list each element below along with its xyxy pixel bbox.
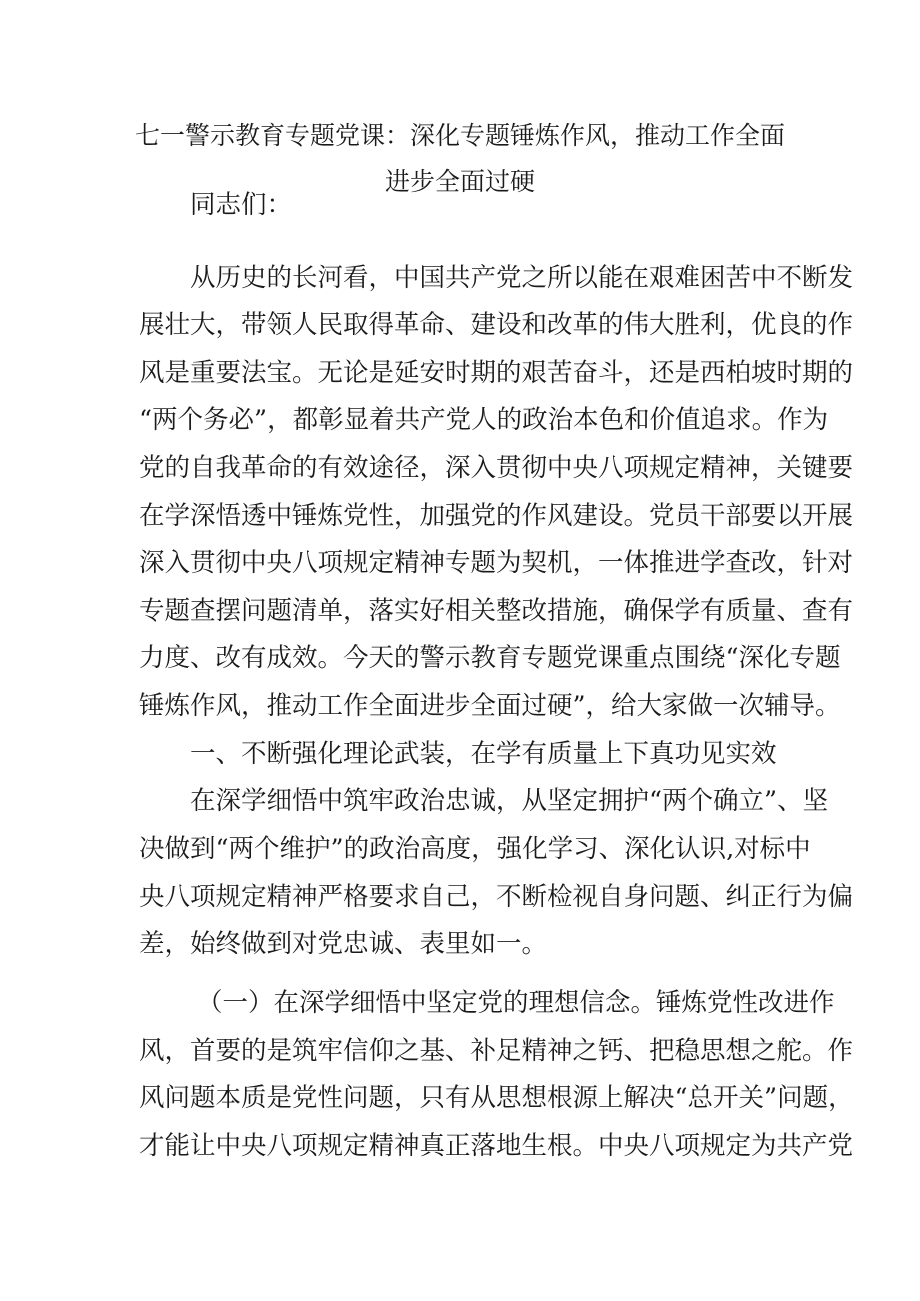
body-line: 锤炼作风，推动工作全面进步全面过硬”，给大家做一次辅导。 bbox=[139, 691, 841, 721]
body-line: 力度、改有成效。今天的警示教育专题党课重点围绕“深化专题 bbox=[139, 643, 841, 673]
body-line: 在深学细悟中筑牢政治忠诚，从坚定拥护“两个确立”、坚 bbox=[190, 786, 829, 816]
body-line: 深入贯彻中央八项规定精神专题为契机，一体推进学查改，针对 bbox=[139, 548, 854, 578]
body-line: 风是重要法宝。无论是延安时期的艰苦奋斗，还是西柏坡时期的 bbox=[139, 358, 854, 388]
section-heading: 一、不断强化理论武装，在学有质量上下真功见实效 bbox=[190, 739, 777, 769]
body-line: 风问题本质是党性问题，只有从思想根源上解决“总开关”问题， bbox=[139, 1083, 854, 1113]
body-line: 从历史的长河看，中国共产党之所以能在艰难困苦中不断发 bbox=[190, 263, 854, 293]
body-line: 才能让中央八项规定精神真正落地生根。中央八项规定为共产党 bbox=[139, 1131, 854, 1161]
body-line: 专题查摆问题清单，落实好相关整改措施，确保学有质量、查有 bbox=[139, 596, 854, 626]
body-line: 党的自我革命的有效途径，深入贯彻中央八项规定精神，关键要 bbox=[139, 453, 854, 483]
body-line: 展壮大，带领人民取得革命、建设和改革的伟大胜利，优良的作 bbox=[139, 310, 854, 340]
salutation: 同志们： bbox=[190, 190, 293, 220]
subsection-heading-line: （一）在深学细悟中坚定党的理想信念。锤炼党性改进作 bbox=[197, 988, 835, 1018]
body-line: 风，首要的是筑牢信仰之基、补足精神之钙、把稳思想之舵。作 bbox=[139, 1036, 854, 1066]
body-line: 差，始终做到对党忠诚、表里如一。 bbox=[139, 929, 548, 959]
body-line: 央八项规定精神严格要求自己，不断检视自身问题、纠正行为偏 bbox=[139, 882, 854, 912]
document-title-line-2: 进步全面过硬 bbox=[384, 167, 535, 196]
body-line: 在学深悟透中锤炼党性，加强党的作风建设。党员干部要以开展 bbox=[139, 501, 854, 531]
document-title-line-1: 七一警示教育专题党课：深化专题锤炼作风，推动工作全面 bbox=[134, 121, 785, 150]
body-line: 决做到“两个维护”的政治高度，强化学习、深化认识,对标中 bbox=[139, 834, 811, 864]
body-line: “两个务必”，都彰显着共产党人的政治本色和价值追求。作为 bbox=[139, 405, 829, 435]
